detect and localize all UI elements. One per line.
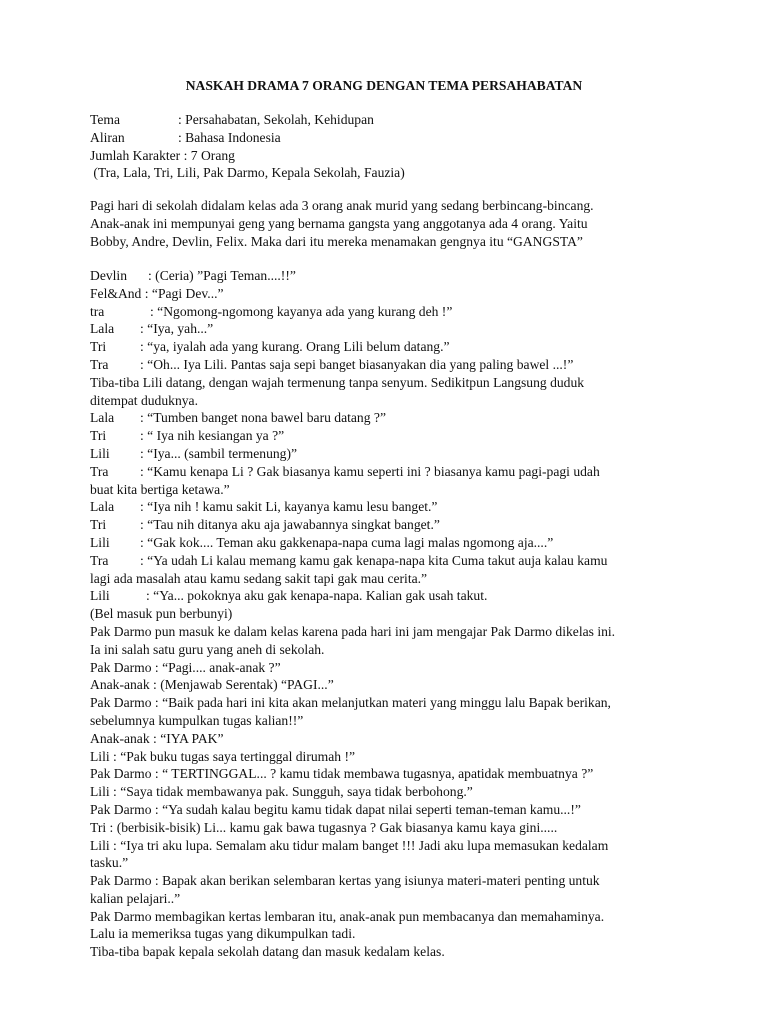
- dialogue-line: [90, 890, 690, 908]
- dialogue-line: [90, 623, 690, 641]
- dialogue-text: Tri : (berbisik-bisik) Li... kamu gak bawa tugasnya ? Gak biasanya kamu kaya gini.....: [90, 819, 558, 835]
- dialogue-text: : “Iya... (sambil termenung)”: [140, 445, 298, 461]
- dialogue-text: : “Iya, yah...”: [140, 321, 214, 337]
- tema-value: : Persahabatan, Sekolah, Kehidupan: [178, 112, 374, 127]
- dialogue-text: : “Ngomong-ngomong kayanya ada yang kurang deh !”: [150, 303, 453, 319]
- character-list-line: (Tra, Lala, Tri, Lili, Pak Darmo, Kepala Sekolah, Fauzia): [90, 165, 405, 181]
- dialogue-line: [90, 374, 690, 392]
- dialogue-line: [90, 463, 690, 481]
- dialogue-line: [90, 445, 690, 463]
- dialogue-line: [90, 498, 690, 516]
- dialogue-line: [90, 570, 690, 588]
- dialogue-script: [90, 267, 690, 961]
- speaker-name: Tra: [90, 552, 109, 568]
- dialogue-text: Pak Darmo membagikan kertas lembaran itu, anak-anak pun membacanya dan memahaminya.: [90, 908, 605, 924]
- dialogue-line: [90, 765, 690, 783]
- intro-line: Anak-anak ini mempunyai geng yang bernama gangsta yang anggotanya ada 4 orang. Yaitu: [90, 215, 588, 231]
- dialogue-text: Pak Darmo : “Baik pada hari ini kita akan melanjutkan materi yang minggu lalu Bapak berikan,: [90, 695, 611, 711]
- dialogue-line: [90, 338, 690, 356]
- tema-label: Tema: [90, 112, 120, 127]
- dialogue-line: [90, 481, 690, 499]
- speaker-name: Tra: [90, 463, 109, 479]
- dialogue-text: sebelumnya kumpulkan tugas kalian!!”: [90, 712, 304, 728]
- dialogue-text: : “Tau nih ditanya aku aja jawabannya singkat banget.”: [140, 517, 440, 533]
- dialogue-text: : (Ceria) ”Pagi Teman....!!”: [148, 268, 296, 283]
- dialogue-text: : “Gak kok.... Teman aku gakkenapa-napa cuma lagi malas ngomong aja....”: [140, 534, 554, 550]
- intro-line: Bobby, Andre, Devlin, Felix. Maka dari itu mereka menamakan gengnya itu “GANGSTA”: [90, 233, 583, 249]
- dialogue-line: [90, 908, 690, 926]
- intro-line: Pagi hari di sekolah didalam kelas ada 3 orang anak murid yang sedang berbincang-bincang.: [90, 198, 594, 213]
- dialogue-text: Lalu ia memeriksa tugas yang dikumpulkan tadi.: [90, 926, 356, 942]
- dialogue-text: Fel&And : “Pagi Dev...”: [90, 285, 224, 301]
- dialogue-text: : “Iya nih ! kamu sakit Li, kayanya kamu lesu banget.”: [140, 499, 438, 515]
- dialogue-text: : “ya, iyalah ada yang kurang. Orang Lili belum datang.”: [140, 339, 450, 355]
- speaker-name: Tri: [90, 339, 107, 355]
- aliran-line: [90, 129, 690, 147]
- document-title: NASKAH DRAMA 7 ORANG DENGAN TEMA PERSAHABATAN: [185, 78, 583, 93]
- dialogue-text: : “Ya udah Li kalau memang kamu gak kenapa-napa kita Cuma takut auja kalau kamu: [140, 552, 608, 568]
- dialogue-line: [90, 534, 690, 552]
- aliran-value: : Bahasa Indonesia: [178, 129, 281, 145]
- dialogue-text: : “Ya... pokoknya aku gak kenapa-napa. Kalian gak usah takut.: [146, 588, 488, 604]
- dialogue-text: buat kita bertiga ketawa.”: [90, 481, 230, 497]
- dialogue-line: [90, 427, 690, 445]
- dialogue-text: : “Kamu kenapa Li ? Gak biasanya kamu seperti ini ? biasanya kamu pagi-pagi udah: [140, 463, 600, 479]
- dialogue-line: [90, 552, 690, 570]
- dialogue-text: Pak Darmo : Bapak akan berikan selembaran kertas yang isiunya materi-materi penting untuk: [90, 873, 600, 889]
- speaker-name: Tri: [90, 428, 107, 444]
- speaker-name: Devlin: [90, 268, 127, 283]
- dialogue-line: [90, 872, 690, 890]
- speaker-name: Lala: [90, 321, 115, 337]
- dialogue-text: Pak Darmo pun masuk ke dalam kelas karena pada hari ini jam mengajar Pak Darmo dikelas ini.: [90, 623, 616, 639]
- dialogue-line: [90, 409, 690, 427]
- dialogue-text: Anak-anak : “IYA PAK”: [90, 730, 224, 746]
- dialogue-text: Tiba-tiba Lili datang, dengan wajah termenung tanpa senyum. Sedikitpun Langsung duduk: [90, 374, 585, 390]
- speaker-name: Lili: [90, 445, 110, 461]
- dialogue-text: lagi ada masalah atau kamu sedang sakit tapi gak mau cerita.”: [90, 570, 428, 586]
- speaker-name: Lala: [90, 410, 115, 426]
- dialogue-line: [90, 587, 690, 605]
- dialogue-line: [90, 854, 690, 872]
- dialogue-line: [90, 392, 690, 410]
- speaker-name: Tra: [90, 356, 109, 372]
- dialogue-line: [90, 320, 690, 338]
- dialogue-line: [90, 694, 690, 712]
- dialogue-line: [90, 285, 690, 303]
- jumlah-karakter-line: Jumlah Karakter : 7 Orang: [90, 147, 235, 163]
- dialogue-line: [90, 267, 690, 285]
- dialogue-line: [90, 837, 690, 855]
- dialogue-text: Anak-anak : (Menjawab Serentak) “PAGI...”: [90, 677, 334, 693]
- dialogue-line: [90, 925, 690, 943]
- dialogue-text: Tiba-tiba bapak kepala sekolah datang dan masuk kedalam kelas.: [90, 944, 445, 960]
- dialogue-line: [90, 943, 690, 961]
- dialogue-text: : “ Iya nih kesiangan ya ?”: [140, 428, 285, 444]
- dialogue-line: [90, 730, 690, 748]
- dialogue-line: [90, 748, 690, 766]
- dialogue-line: [90, 516, 690, 534]
- speaker-name: Lili: [90, 534, 110, 550]
- dialogue-text: tasku.”: [90, 855, 129, 871]
- dialogue-text: : “Tumben banget nona bawel baru datang ?”: [140, 410, 386, 426]
- dialogue-line: [90, 641, 690, 659]
- dialogue-text: : “Oh... Iya Lili. Pantas saja sepi banget biasanyakan dia yang paling bawel ...!”: [140, 356, 574, 372]
- metadata-block: [90, 111, 690, 182]
- dialogue-line: [90, 712, 690, 730]
- aliran-label: Aliran: [90, 129, 125, 145]
- dialogue-text: Lili : “Iya tri aku lupa. Semalam aku tidur malam banget !!! Jadi aku lupa memasukan kedalam: [90, 837, 609, 853]
- dialogue-text: Pak Darmo : “ TERTINGGAL... ? kamu tidak membawa tugasnya, apatidak membuatnya ?”: [90, 766, 594, 782]
- speaker-name: tra: [90, 303, 105, 319]
- dialogue-line: [90, 783, 690, 801]
- dialogue-text: Ia ini salah satu guru yang aneh di sekolah.: [90, 641, 325, 657]
- dialogue-line: [90, 801, 690, 819]
- dialogue-line: [90, 303, 690, 321]
- intro-paragraph: [90, 197, 690, 250]
- speaker-name: Tri: [90, 517, 107, 533]
- dialogue-line: [90, 819, 690, 837]
- speaker-name: Lala: [90, 499, 115, 515]
- tema-line: [90, 111, 690, 129]
- dialogue-line: [90, 356, 690, 374]
- speaker-name: Lili: [90, 588, 110, 604]
- dialogue-text: Pak Darmo : “Ya sudah kalau begitu kamu tidak dapat nilai seperti teman-teman kamu...!”: [90, 801, 581, 817]
- dialogue-line: [90, 676, 690, 694]
- dialogue-text: ditempat duduknya.: [90, 392, 198, 408]
- dialogue-text: Lili : “Saya tidak membawanya pak. Sungguh, saya tidak berbohong.”: [90, 784, 473, 800]
- dialogue-text: kalian pelajari..”: [90, 890, 181, 906]
- dialogue-line: [90, 659, 690, 677]
- dialogue-text: (Bel masuk pun berbunyi): [90, 606, 233, 622]
- dialogue-line: [90, 605, 690, 623]
- dialogue-text: Lili : “Pak buku tugas saya tertinggal dirumah !”: [90, 748, 356, 764]
- dialogue-text: Pak Darmo : “Pagi.... anak-anak ?”: [90, 659, 281, 675]
